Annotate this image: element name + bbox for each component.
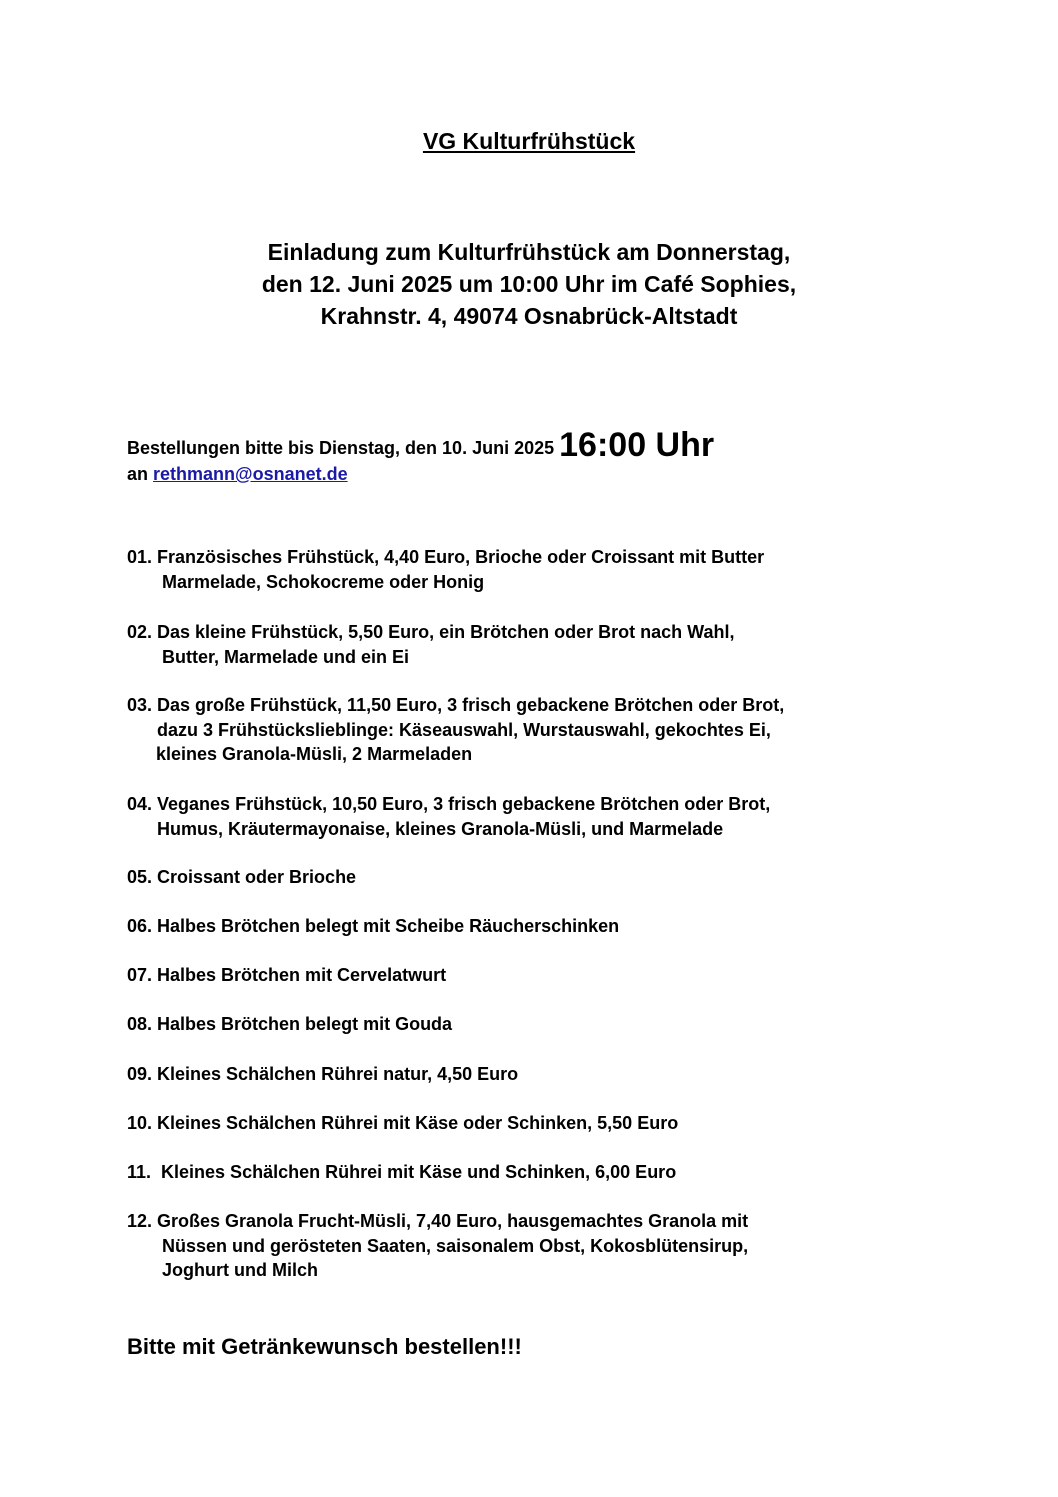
menu-item	[127, 865, 356, 890]
menu-item-line: kleines Granola-Müsli, 2 Marmeladen	[156, 744, 473, 764]
menu-item-line: Nüssen und gerösteten Saaten, saisonalem Obst, Kokosblütensirup,	[162, 1235, 749, 1256]
document-title: VG Kulturfrühstück	[422, 128, 636, 154]
menu-item	[127, 1209, 748, 1283]
menu-item	[127, 963, 446, 988]
menu-item-line: dazu 3 Frühstückslieblinge: Käseauswahl, Wurstauswahl, gekochtes Ei,	[157, 719, 771, 740]
order-deadline	[127, 426, 715, 487]
order-deadline-text: Bestellungen bitte bis Dienstag, den 10. Juni 2025	[127, 438, 555, 458]
menu-item	[127, 1062, 518, 1087]
menu-item-line: Butter, Marmelade und ein Ei	[162, 646, 410, 667]
email-link[interactable]: rethmann@osnanet.de	[153, 464, 348, 484]
menu-item-line: 07. Halbes Brötchen mit Cervelatwurt	[127, 965, 447, 985]
menu-item	[127, 1160, 676, 1185]
menu-item-line: 08. Halbes Brötchen belegt mit Gouda	[127, 1014, 453, 1034]
menu-item-line: 12. Großes Granola Frucht-Müsli, 7,40 Euro, hausgemachtes Granola mit	[127, 1211, 749, 1231]
order-recipient-prefix: an	[127, 464, 149, 484]
menu-item-line: Marmelade, Schokocreme oder Honig	[162, 571, 485, 592]
menu-item-line: 03. Das große Frühstück, 11,50 Euro, 3 frisch gebackene Brötchen oder Brot,	[127, 695, 785, 715]
invitation-line: Krahnstr. 4, 49074 Osnabrück-Altstadt	[320, 303, 738, 329]
menu-item-line: 06. Halbes Brötchen belegt mit Scheibe Räucherschinken	[127, 916, 620, 936]
menu-item-line: 02. Das kleine Frühstück, 5,50 Euro, ein Brötchen oder Brot nach Wahl,	[127, 622, 735, 642]
invitation-block	[0, 236, 1058, 332]
menu-item-line: Humus, Kräutermayonaise, kleines Granola-Müsli, und Marmelade	[157, 818, 724, 839]
menu-item	[127, 545, 764, 594]
menu-item-line: 09. Kleines Schälchen Rührei natur, 4,50 Euro	[127, 1064, 519, 1084]
order-deadline-time: 16:00 Uhr	[559, 426, 715, 464]
menu-item-line: 10. Kleines Schälchen Rührei mit Käse oder Schinken, 5,50 Euro	[127, 1113, 679, 1133]
menu-item	[127, 693, 784, 767]
menu-item	[127, 914, 619, 939]
menu-item-line: 11. Kleines Schälchen Rührei mit Käse und Schinken, 6,00 Euro	[127, 1162, 677, 1182]
menu-item	[127, 1012, 452, 1037]
invitation-line: Einladung zum Kulturfrühstück am Donnerstag,	[267, 239, 791, 265]
menu-item-line: 04. Veganes Frühstück, 10,50 Euro, 3 frisch gebackene Brötchen oder Brot,	[127, 794, 771, 814]
menu-item	[127, 620, 734, 669]
menu-item-line: Joghurt und Milch	[162, 1260, 318, 1280]
menu-item	[127, 792, 770, 841]
invitation-line: den 12. Juni 2025 um 10:00 Uhr im Café Sophies,	[261, 271, 797, 297]
menu-item	[127, 1111, 678, 1136]
closing-note: Bitte mit Getränkewunsch bestellen!!!	[127, 1334, 522, 1359]
menu-item-line: 05. Croissant oder Brioche	[127, 867, 357, 887]
menu-item-line: 01. Französisches Frühstück, 4,40 Euro, Brioche oder Croissant mit Butter	[127, 547, 765, 567]
